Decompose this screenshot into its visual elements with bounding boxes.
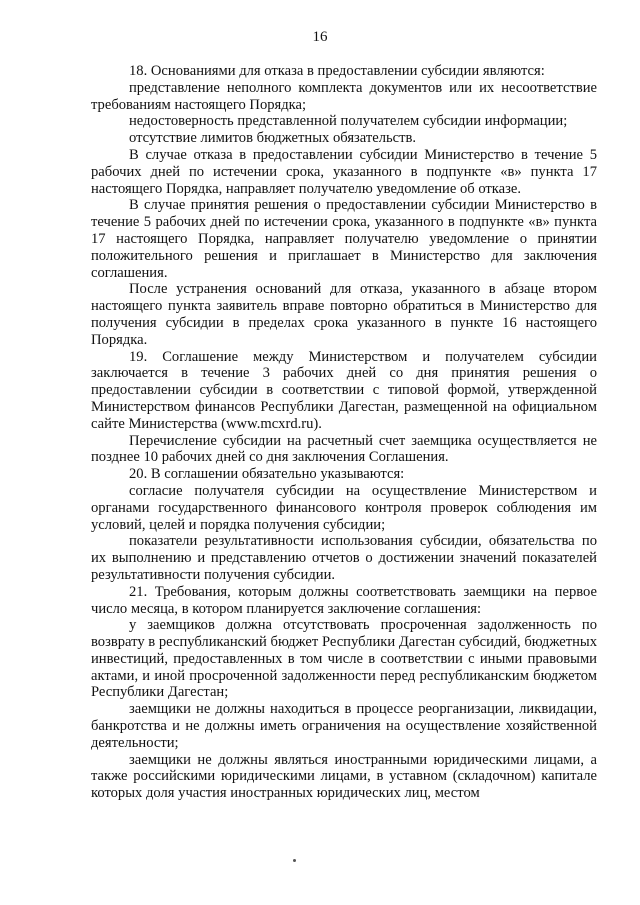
paragraph-approval-notice: В случае принятия решения о предоставлении субсидии Министерство в течение 5 рабочих дней по истечении срока, указанного в подпункте «в» пункта 17 настоящего Порядка, направляет получателю уведомление о принятии положительного решения и приглашает в Министерство для заключения соглашения. [91, 197, 597, 281]
paragraph-unreliable-information: недостоверность представленной получателем субсидии информации; [129, 113, 568, 130]
paragraph-no-reorganization: заемщики не должны находиться в процессе реорганизации, ликвидации, банкротства и не должны иметь ограничения на осуществление хозяйственной деятельности; [91, 701, 597, 751]
paragraph-refusal-notice: В случае отказа в предоставлении субсидии Министерство в течение 5 рабочих дней по истечении срока, указанного в подпункте «в» пункта 17 настоящего Порядка, направляет получателю уведомление об отказе. [91, 146, 597, 197]
paragraph-18-heading: 18. Основаниями для отказа в предоставлении субсидии являются: [129, 63, 545, 79]
page-number: 16 [312, 29, 328, 45]
paragraph-no-foreign-entities: заемщики не должны являться иностранными юридическими лицами, а также российскими юридическими лицами, в уставном (складочном) капитале которых доля участия иностранных юридических лиц, местом [91, 751, 597, 802]
paragraph-no-budget-limits: отсутствие лимитов бюджетных обязательств. [129, 130, 417, 147]
paragraph-performance-indicators: показатели результативности использования субсидии, обязательства по их выполнению и представлению отчетов о достижении значений показателей результативности получения субсидии. [91, 533, 597, 583]
paragraph-20-heading: 20. В соглашении обязательно указываются: [129, 466, 405, 483]
paragraph-no-overdue-debt: у заемщиков должна отсутствовать просроченная задолженность по возврату в республиканский бюджет Республики Дагестан субсидий, бюджетных инвестиций, предоставленных в том числе в соответствии с иными правовыми актами, и иной просроченной задолженности перед республиканским бюджетом Республики Дагестан; [91, 617, 597, 701]
scan-speck [293, 859, 296, 862]
paragraph-21-heading: 21. Требования, которым должны соответствовать заемщики на первое число месяца, в котором планируется заключение соглашения: [91, 583, 597, 617]
paragraph-transfer-deadline: Перечисление субсидии на расчетный счет заемщика осуществляется не позднее 10 рабочих дней со дня заключения Соглашения. [91, 432, 597, 466]
paragraph-control-consent: согласие получателя субсидии на осуществление Министерством и органами государственного финансового контроля проверок соблюдения им условий, целей и порядка получения субсидии; [91, 482, 597, 533]
paragraph-incomplete-documents: представление неполного комплекта документов или их несоответствие требованиям настоящего Порядка; [91, 79, 597, 113]
paragraph-reapplication: После устранения оснований для отказа, указанного в абзаце втором настоящего пункта заявитель вправе повторно обратиться в Министерство для получения субсидии в пределах срока указанного в пункте 16 настоящего Порядка. [91, 281, 597, 348]
document-body [91, 63, 597, 802]
paragraph-19-agreement: 19. Соглашение между Министерством и получателем субсидии заключается в течение 3 рабочих дней со дня принятия решения о предоставлении субсидии в соответствии с типовой формой, утвержденной Министерством финансов Республики Дагестан, размещенной на официальном сайте Министерства (www.mcxrd.ru). [91, 348, 597, 432]
